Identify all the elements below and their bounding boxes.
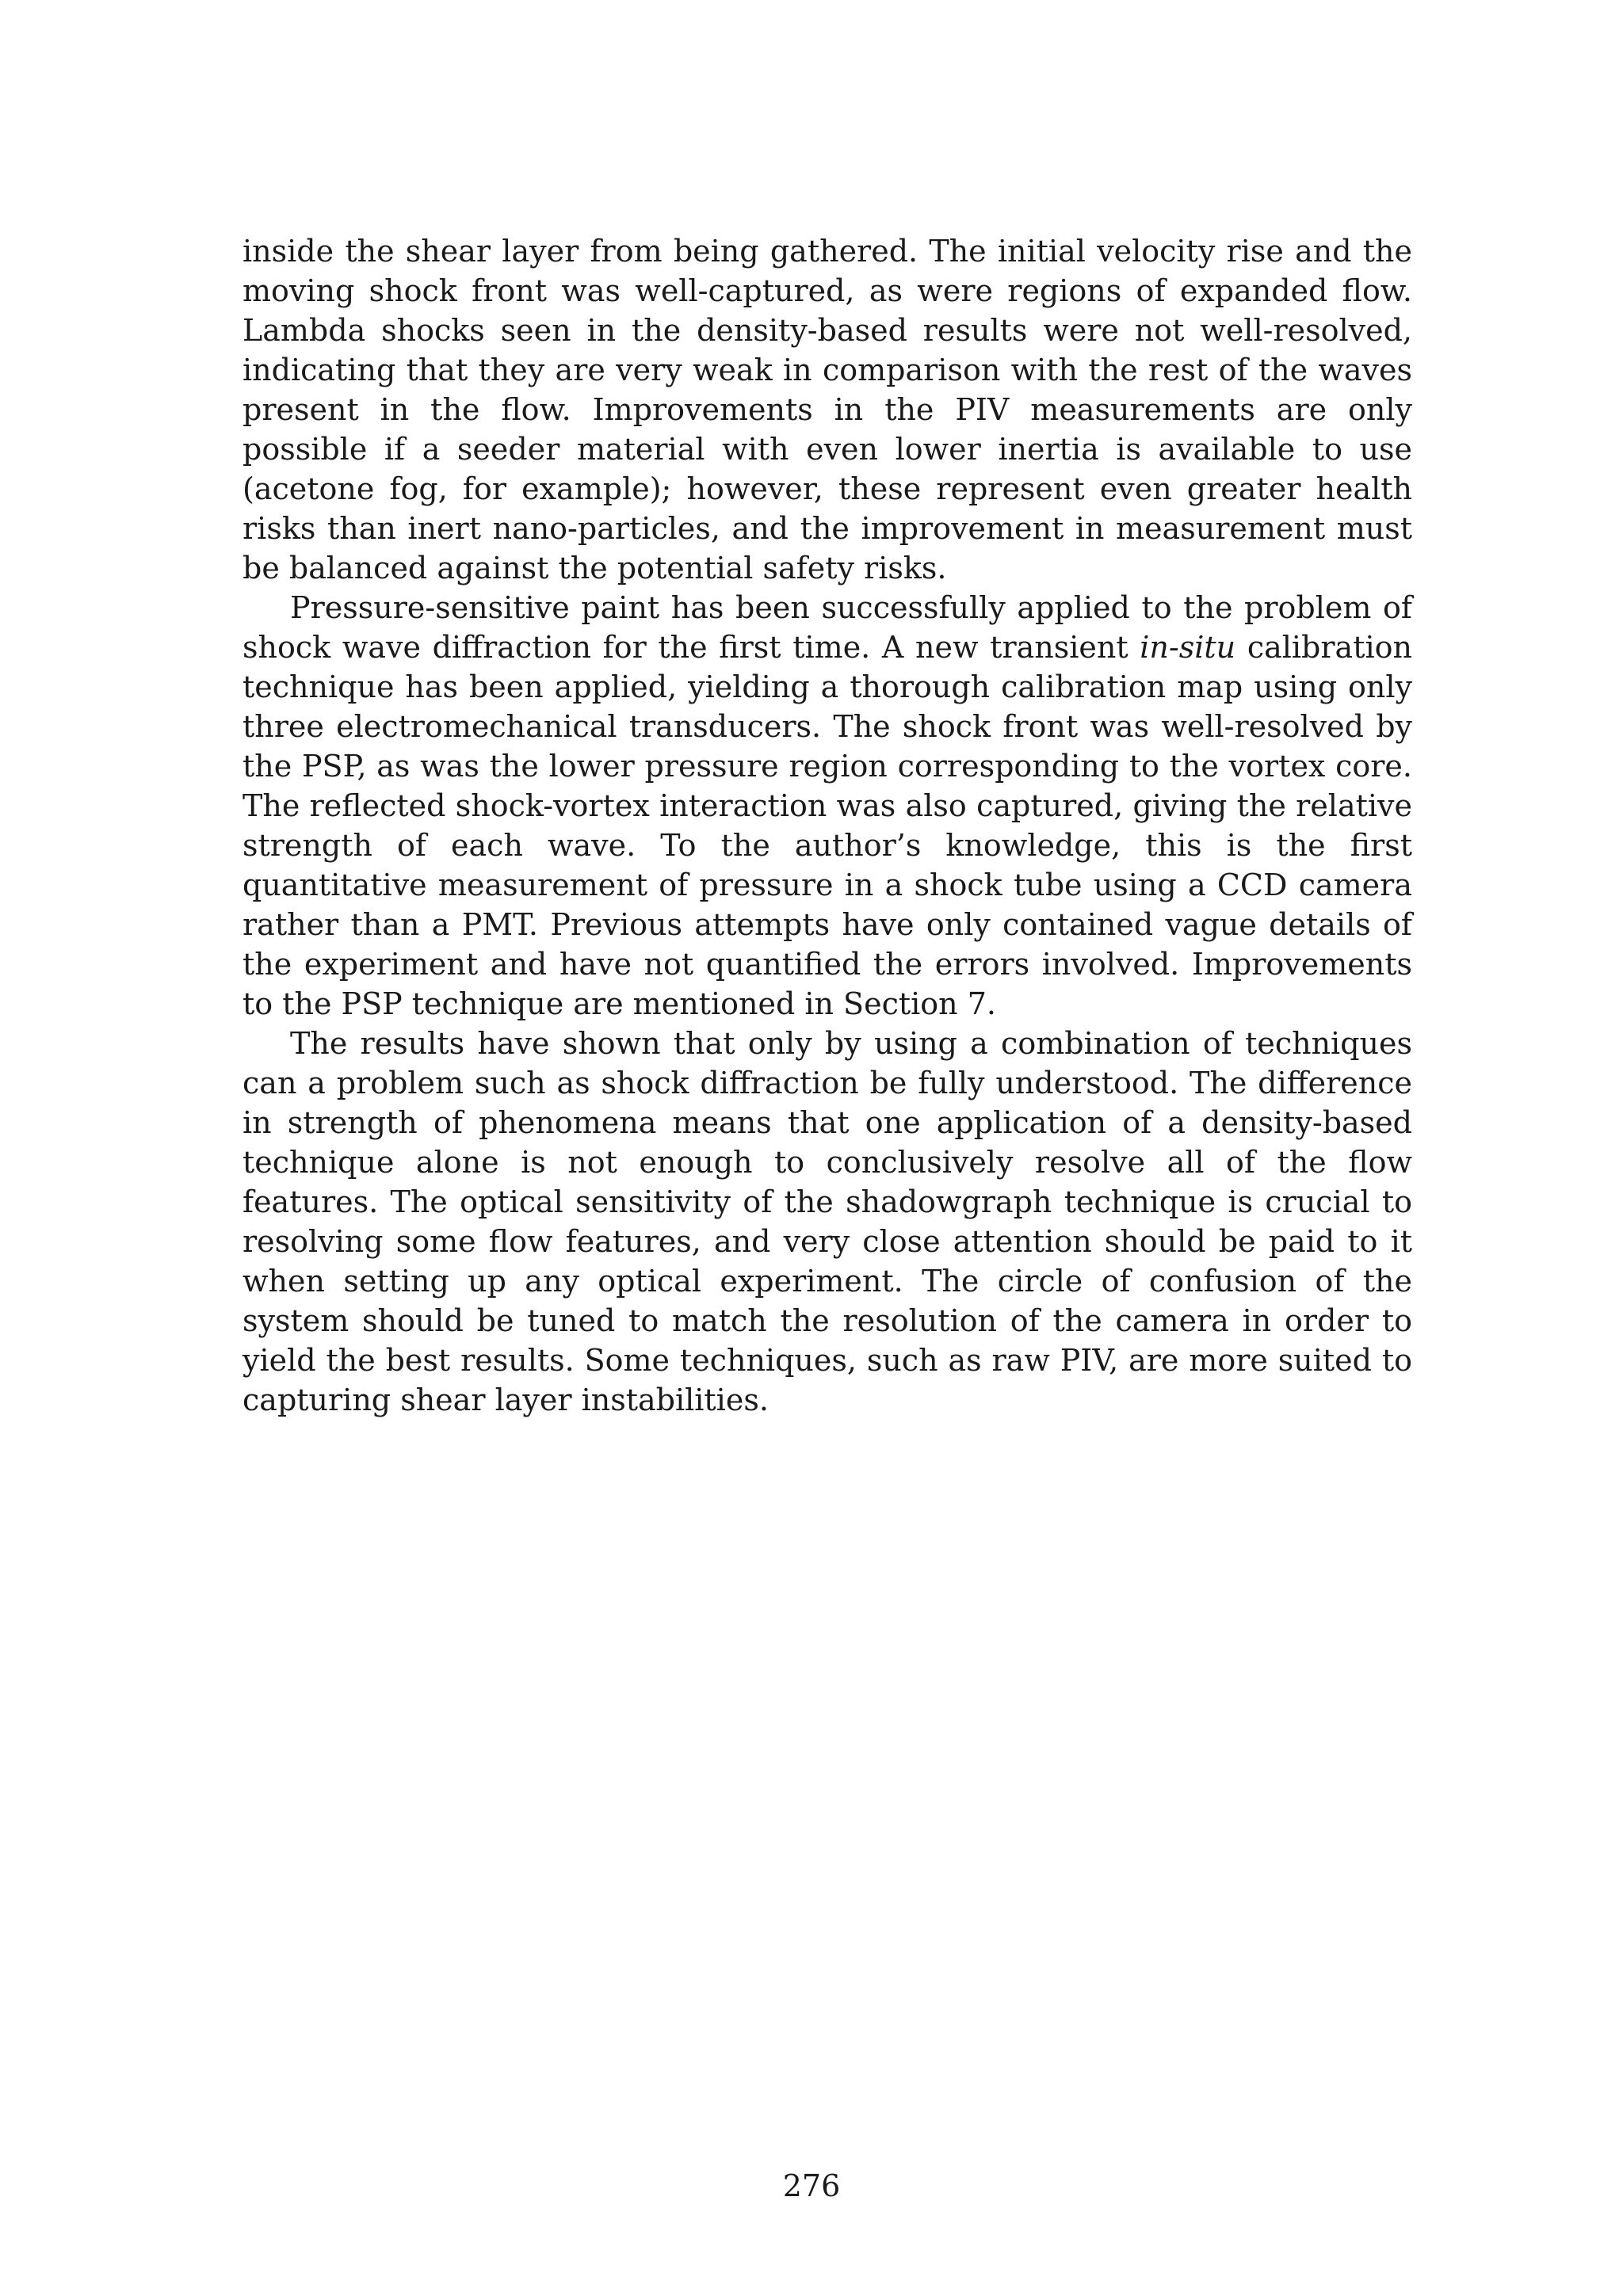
page-number: 276 bbox=[782, 2168, 841, 2203]
paragraph-3-text: The results have shown that only by using a combination of techniques can a problem such as shock diffraction be fully understood. The difference in strength of phenomena means that one application of a density-based technique alone is not enough to conclusively resolve all of the flow features. The optical sensitivity of the shadowgraph technique is crucial to resolving some flow features, and very close attention should be paid to it when setting up any optical experiment. The circle of confusion of the system should be tuned to match the resolution of the camera in order to yield the best results. Some techniques, such as raw PIV, are more suited to capturing shear layer instabilities. bbox=[242, 1026, 1412, 1417]
body-text bbox=[242, 231, 1412, 1420]
paragraph-1-text: inside the shear layer from being gathered. The initial velocity rise and the moving shock front was well-captured, as were regions of expanded flow. Lambda shocks seen in the density-based results were not well-resolved, indicating that they are very weak in comparison with the rest of the waves present in the flow. Improvements in the PIV measurements are only possible if a seeder material with even lower inertia is available to use (acetone fog, for example); however, these represent even greater health risks than inert nano-particles, and the improvement in measurement must be balanced against the potential safety risks. bbox=[242, 234, 1412, 585]
paragraph-2-text-a: Pressure-sensitive paint has been successfully applied to the problem of shock wave diffraction for the first time. A new transient bbox=[242, 590, 1412, 665]
paragraph-1 bbox=[242, 231, 1412, 588]
paragraph-3 bbox=[242, 1024, 1412, 1420]
paragraph-2 bbox=[242, 588, 1412, 1024]
paragraph-2-text-b: calibration technique has been applied, yielding a thorough calibration map using only three electromechanical transducers. The shock front was well-resolved by the PSP, as was the lower pressure region corresponding to the vortex core. The reflected shock-vortex interaction was also captured, giving the relative strength of each wave. To the author’s knowledge, this is the first quantitative measurement of pressure in a shock tube using a CCD camera rather than a PMT. Previous attempts have only contained vague details of the experiment and have not quantified the errors involved. Improvements to the PSP technique are mentioned in Section 7. bbox=[242, 630, 1412, 1021]
paragraph-2-italic-term: in-situ bbox=[1140, 630, 1236, 665]
